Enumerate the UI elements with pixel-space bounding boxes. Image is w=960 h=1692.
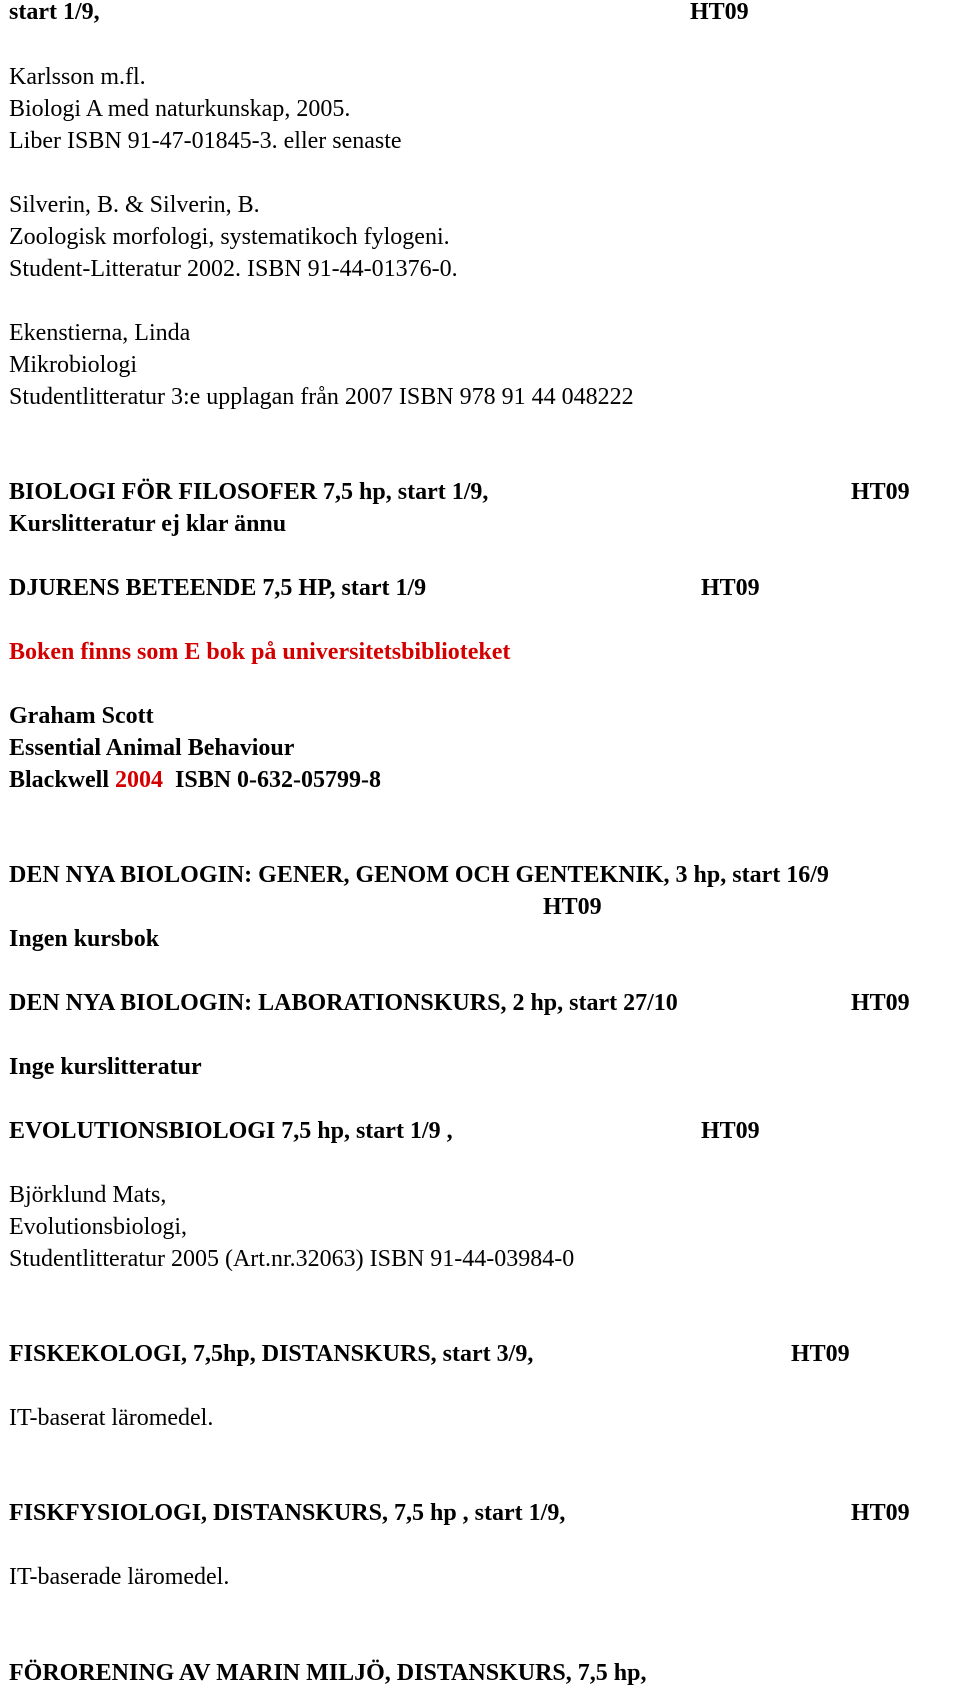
course-gener-note: Ingen kursbok — [9, 926, 160, 952]
course-evolution-title: Evolutionsbiologi, — [9, 1214, 188, 1240]
course-djurens-heading: DJURENS BETEENDE 7,5 HP, start 1/9 — [9, 575, 427, 601]
top-term: HT09 — [690, 0, 749, 25]
course-fiskfysiologi-note: IT-baserade läromedel. — [9, 1564, 230, 1590]
course-gener-heading: DEN NYA BIOLOGIN: GENER, GENOM OCH GENTEKNIK, 3 hp, start 16/9 — [9, 862, 829, 888]
book-3-author: Ekenstierna, Linda — [9, 320, 191, 346]
course-forening-heading: FÖRORENING AV MARIN MILJÖ, DISTANSKURS, 7,5 hp, — [9, 1660, 647, 1686]
course-gener-term: HT09 — [543, 894, 602, 920]
book-3-publisher: Studentlitteratur 3:e upplagan från 2007 ISBN 978 91 44 048222 — [9, 384, 634, 410]
course-evolution-publisher: Studentlitteratur 2005 (Art.nr.32063) ISBN 91-44-03984-0 — [9, 1246, 575, 1272]
course-fiskfysiologi-term: HT09 — [851, 1500, 910, 1526]
book-1-title: Biologi A med naturkunskap, 2005. — [9, 96, 351, 122]
course-evolution-author: Björklund Mats, — [9, 1182, 167, 1208]
book-3-title: Mikrobiologi — [9, 352, 138, 378]
publication-year: 2004 — [115, 767, 163, 793]
course-filosofer-note: Kurslitteratur ej klar ännu — [9, 511, 287, 537]
course-filosofer-term: HT09 — [851, 479, 910, 505]
book-1-publisher: Liber ISBN 91-47-01845-3. eller senaste — [9, 128, 402, 154]
course-evolution-heading: EVOLUTIONSBIOLOGI 7,5 hp, start 1/9 , — [9, 1118, 453, 1144]
course-lab-note: Inge kurslitteratur — [9, 1054, 202, 1080]
book-2-title: Zoologisk morfologi, systematikoch fylogeni. — [9, 224, 450, 250]
top-start: start 1/9, — [9, 0, 100, 25]
course-lab-heading: DEN NYA BIOLOGIN: LABORATIONSKURS, 2 hp, start 27/10 — [9, 990, 678, 1016]
course-djurens-author: Graham Scott — [9, 703, 154, 729]
course-djurens-publisher — [9, 765, 381, 795]
book-1-author: Karlsson m.fl. — [9, 64, 146, 90]
book-2-author: Silverin, B. & Silverin, B. — [9, 192, 260, 218]
course-djurens-term: HT09 — [701, 575, 760, 601]
course-filosofer-heading: BIOLOGI FÖR FILOSOFER 7,5 hp, start 1/9, — [9, 479, 489, 505]
course-fiskekologi-note: IT-baserat läromedel. — [9, 1405, 214, 1431]
course-djurens-title: Essential Animal Behaviour — [9, 735, 295, 761]
course-lab-term: HT09 — [851, 990, 910, 1016]
course-evolution-term: HT09 — [701, 1118, 760, 1144]
publisher-isbn: ISBN 0-632-05799-8 — [163, 767, 382, 793]
course-fiskekologi-heading: FISKEKOLOGI, 7,5hp, DISTANSKURS, start 3/9, — [9, 1341, 534, 1367]
publisher-name: Blackwell — [9, 767, 115, 793]
ebook-notice: Boken finns som E bok på universitetsbiblioteket — [9, 639, 511, 665]
course-fiskfysiologi-heading: FISKFYSIOLOGI, DISTANSKURS, 7,5 hp , start 1/9, — [9, 1500, 566, 1526]
course-fiskekologi-term: HT09 — [791, 1341, 850, 1367]
book-2-publisher: Student-Litteratur 2002. ISBN 91-44-01376-0. — [9, 256, 458, 282]
